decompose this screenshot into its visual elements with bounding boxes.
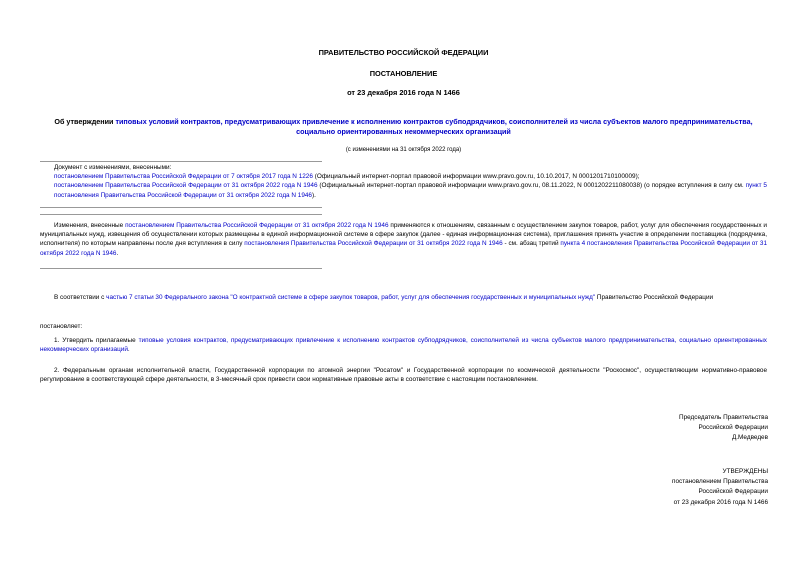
signature-name: Д.Медведев xyxy=(731,434,768,442)
note-link-3[interactable]: пункта 4 постановления Правительства Российской Федерации от 31 октября 2022 года N 1946 xyxy=(40,240,768,257)
title-prefix: Об утверждении xyxy=(54,117,116,126)
note-link-2[interactable]: постановления Правительства Российской Федерации от 31 октября 2022 года N 1946 xyxy=(244,240,503,248)
document-title xyxy=(40,117,767,138)
divider xyxy=(40,214,322,215)
change-1-link[interactable]: постановлением Правительства Российской Федерации от 7 октября 2017 года N 1226 xyxy=(54,173,313,181)
preamble xyxy=(40,293,767,302)
signature-line: Председатель Правительства xyxy=(679,414,768,421)
approval-line: постановлением Правительства xyxy=(672,478,768,486)
divider xyxy=(40,207,322,208)
approval-line: УТВЕРЖДЕНЫ xyxy=(722,468,768,475)
signature-line: Российской Федерации xyxy=(698,424,768,432)
divider xyxy=(40,268,322,269)
change-1-text: (Официальный интернет-портал правовой информации www.pravo.gov.ru, 10.10.2017, N 0001201710100009); xyxy=(312,173,640,181)
note-text: - см. абзац третий xyxy=(502,240,561,248)
revision-note: (с изменениями на 31 октября 2022 года) xyxy=(345,147,462,153)
point-1 xyxy=(40,336,767,354)
changes-block xyxy=(40,163,767,200)
change-2-end: ). xyxy=(311,191,316,199)
change-item-2 xyxy=(40,181,767,199)
change-2-link2[interactable]: пункт 5 постановления Правительства Российской Федерации от 31 октября 2022 года N 1946 xyxy=(54,182,767,199)
document-type: ПОСТАНОВЛЕНИЕ xyxy=(369,69,438,78)
signature-block xyxy=(548,413,768,444)
changes-intro: Документ с изменениями, внесенными: xyxy=(54,164,172,171)
change-2-text: (Официальный интернет-портал правовой информации www.pravo.gov.ru, 08.11.2022, N 0001202211080038) (о порядке вступления в силу см. xyxy=(317,182,746,190)
law-link[interactable]: частью 7 статьи 30 Федерального закона "О контрактной системе в сфере закупок товаров, работ, услуг для обеспечения государственных и муниципальных нужд" xyxy=(106,294,596,301)
point-1-end: . xyxy=(127,346,130,354)
approval-line: от 23 декабря 2016 года N 1466 xyxy=(673,498,768,506)
preamble-text: В соответствии с xyxy=(54,294,107,301)
government-header: ПРАВИТЕЛЬСТВО РОССИЙСКОЙ ФЕДЕРАЦИИ xyxy=(318,48,489,57)
change-2-link[interactable]: постановлением Правительства Российской Федерации от 31 октября 2022 года N 1946 xyxy=(54,182,318,190)
note-text: Изменения, внесенные xyxy=(54,222,126,229)
title-link[interactable]: типовых условий контрактов, предусматривающих привлечение к исполнению контрактов субподрядчиков, соисполнителей из числа субъектов малого предпринимательства, социально ориентированных некоммерческих организаций xyxy=(115,117,753,137)
decides: постановляет: xyxy=(40,323,83,330)
note-text: . xyxy=(116,249,119,257)
approval-block xyxy=(548,467,768,508)
note-block xyxy=(40,221,767,258)
approval-line: Российской Федерации xyxy=(698,488,768,496)
document-date-number: от 23 декабря 2016 года N 1466 xyxy=(347,88,460,97)
note-link-1[interactable]: постановлением Правительства Российской Федерации от 31 октября 2022 года N 1946 xyxy=(125,222,389,229)
preamble-text: Правительство Российской Федерации xyxy=(595,294,714,301)
point-1-text: 1. Утвердить прилагаемые xyxy=(54,337,139,344)
divider xyxy=(40,161,322,162)
point-1-link[interactable]: типовые условия контрактов, предусматривающих привлечение к исполнению контрактов субподрядчиков, соисполнителей из числа субъектов малого предпринимательства, социально ориентированных некоммерческих организаций xyxy=(40,337,767,354)
change-item-1 xyxy=(54,172,767,181)
point-2: 2. Федеральным органам исполнительной власти, Государственной корпорации по атомной энергии "Росатом" и Государственной корпорации по космической деятельности "Роскосмос", осуществляющим нормативно-правовое регулирование в соответствующей сфере деятельности, в 3-месячный срок привести свои нормативные правовые акты в соответствие с настоящим постановлением. xyxy=(40,367,767,384)
note-text: применяются к отношениям, связанным с осуществлением закупок товаров, работ, услуг для обеспечения государственных и муниципальных нужд, извещения об осуществлении которых размещены в единой информационной системе в сфере закупок (далее - единая информационная система), приглашения принять участие в определении поставщика (подрядчика, исполнителя) по которым направлены после дня вступления в силу xyxy=(40,222,767,248)
